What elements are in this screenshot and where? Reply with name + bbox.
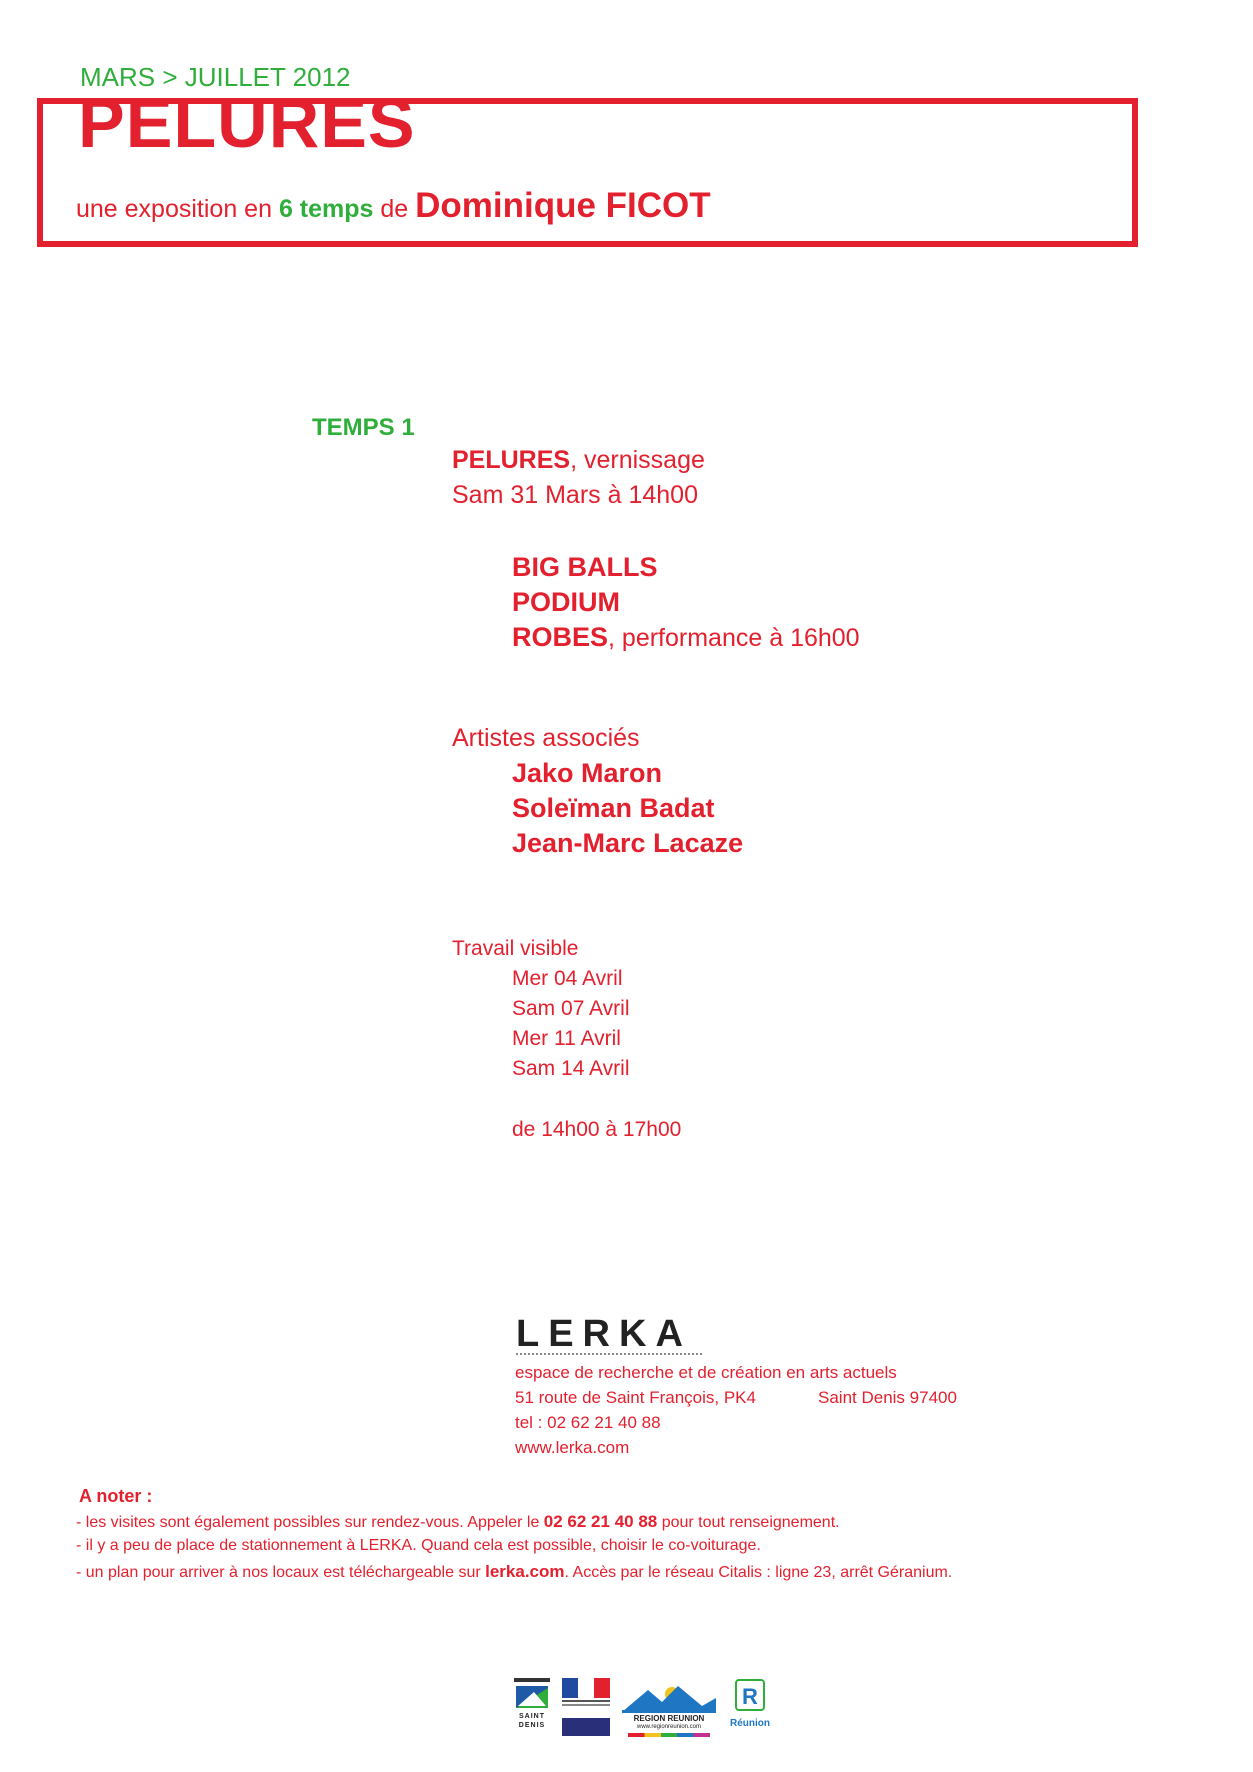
temps-heading: TEMPS 1 bbox=[312, 414, 415, 441]
vernissage-line bbox=[452, 446, 705, 475]
work-podium: PODIUM bbox=[512, 587, 620, 617]
note-line-3 bbox=[76, 1562, 952, 1582]
work-big-balls: BIG BALLS bbox=[512, 552, 658, 582]
region-label: REGION REUNION bbox=[633, 1714, 705, 1723]
region-url: www.regionreunion.com bbox=[636, 1724, 702, 1730]
lerka-logo: LERKA bbox=[516, 1313, 692, 1355]
note-text: pour tout renseignement. bbox=[657, 1514, 840, 1531]
vernissage-date: Sam 31 Mars à 14h00 bbox=[452, 481, 698, 509]
prefecture-logo bbox=[562, 1678, 610, 1738]
marianne-flag-icon bbox=[562, 1678, 610, 1738]
note-text: - un plan pour arriver à nos locaux est téléchargeable sur bbox=[76, 1564, 486, 1581]
date-range: MARS > JUILLET 2012 bbox=[80, 62, 351, 92]
visible-date: Sam 07 Avril bbox=[512, 997, 630, 1020]
performance-suffix: , performance à 16h00 bbox=[608, 624, 860, 652]
associated-label: Artistes associés bbox=[452, 724, 640, 752]
visible-date: Mer 04 Avril bbox=[512, 967, 623, 990]
saint-denis-label: SAINT bbox=[519, 1713, 545, 1720]
visible-date: Mer 11 Avril bbox=[512, 1027, 621, 1050]
subtitle-prefix: une exposition en bbox=[76, 195, 279, 223]
artist-name: Dominique FICOT bbox=[415, 186, 711, 225]
subtitle-de: de bbox=[373, 195, 416, 223]
venue-city: Saint Denis 97400 bbox=[818, 1388, 957, 1407]
lerka-logo-tagline bbox=[516, 1353, 702, 1359]
temps-count: 6 temps bbox=[278, 195, 374, 223]
note-line-1 bbox=[76, 1512, 840, 1532]
work-robes-line bbox=[512, 622, 860, 653]
saint-denis-logo bbox=[514, 1678, 550, 1738]
saint-denis-label: DENIS bbox=[518, 1722, 546, 1730]
visible-label: Travail visible bbox=[452, 937, 579, 960]
venue-description: espace de recherche et de création en arts actuels bbox=[515, 1363, 897, 1382]
region-color-bar bbox=[628, 1733, 710, 1737]
visible-date: Sam 14 Avril bbox=[512, 1057, 630, 1080]
departement-label: Réunion bbox=[730, 1718, 770, 1729]
departement-logo bbox=[728, 1678, 772, 1738]
svg-text:R: R bbox=[742, 1684, 758, 1709]
venue-website[interactable]: www.lerka.com bbox=[515, 1438, 630, 1457]
venue-tel: tel : 02 62 21 40 88 bbox=[515, 1413, 661, 1432]
exhibition-subtitle bbox=[76, 186, 711, 226]
visiting-hours: de 14h00 à 17h00 bbox=[512, 1118, 682, 1141]
region-reunion-logo bbox=[622, 1678, 716, 1738]
venue-address: 51 route de Saint François, PK4 bbox=[515, 1388, 756, 1407]
note-text: . Accès par le réseau Citalis : ligne 23, arrêt Géranium. bbox=[564, 1564, 953, 1581]
mountain-sun-icon bbox=[622, 1678, 716, 1714]
note-phone: 02 62 21 40 88 bbox=[543, 1512, 658, 1531]
associated-artist: Soleïman Badat bbox=[512, 793, 715, 823]
associated-artist: Jako Maron bbox=[512, 758, 663, 788]
note-text: - les visites sont également possibles sur rendez-vous. Appeler le bbox=[76, 1514, 544, 1531]
departement-r-icon bbox=[728, 1678, 772, 1714]
work-robes: ROBES bbox=[512, 622, 609, 652]
associated-artist: Jean-Marc Lacaze bbox=[512, 828, 744, 858]
vernissage-suffix: , vernissage bbox=[570, 446, 705, 474]
notes-heading: A noter : bbox=[79, 1486, 153, 1506]
exhibition-title: PELURES bbox=[78, 84, 416, 162]
note-line-2: - il y a peu de place de stationnement à LERKA. Quand cela est possible, choisir le co-voiturage. bbox=[76, 1537, 761, 1554]
note-link[interactable]: lerka.com bbox=[485, 1562, 565, 1581]
vernissage-name: PELURES bbox=[452, 446, 571, 474]
